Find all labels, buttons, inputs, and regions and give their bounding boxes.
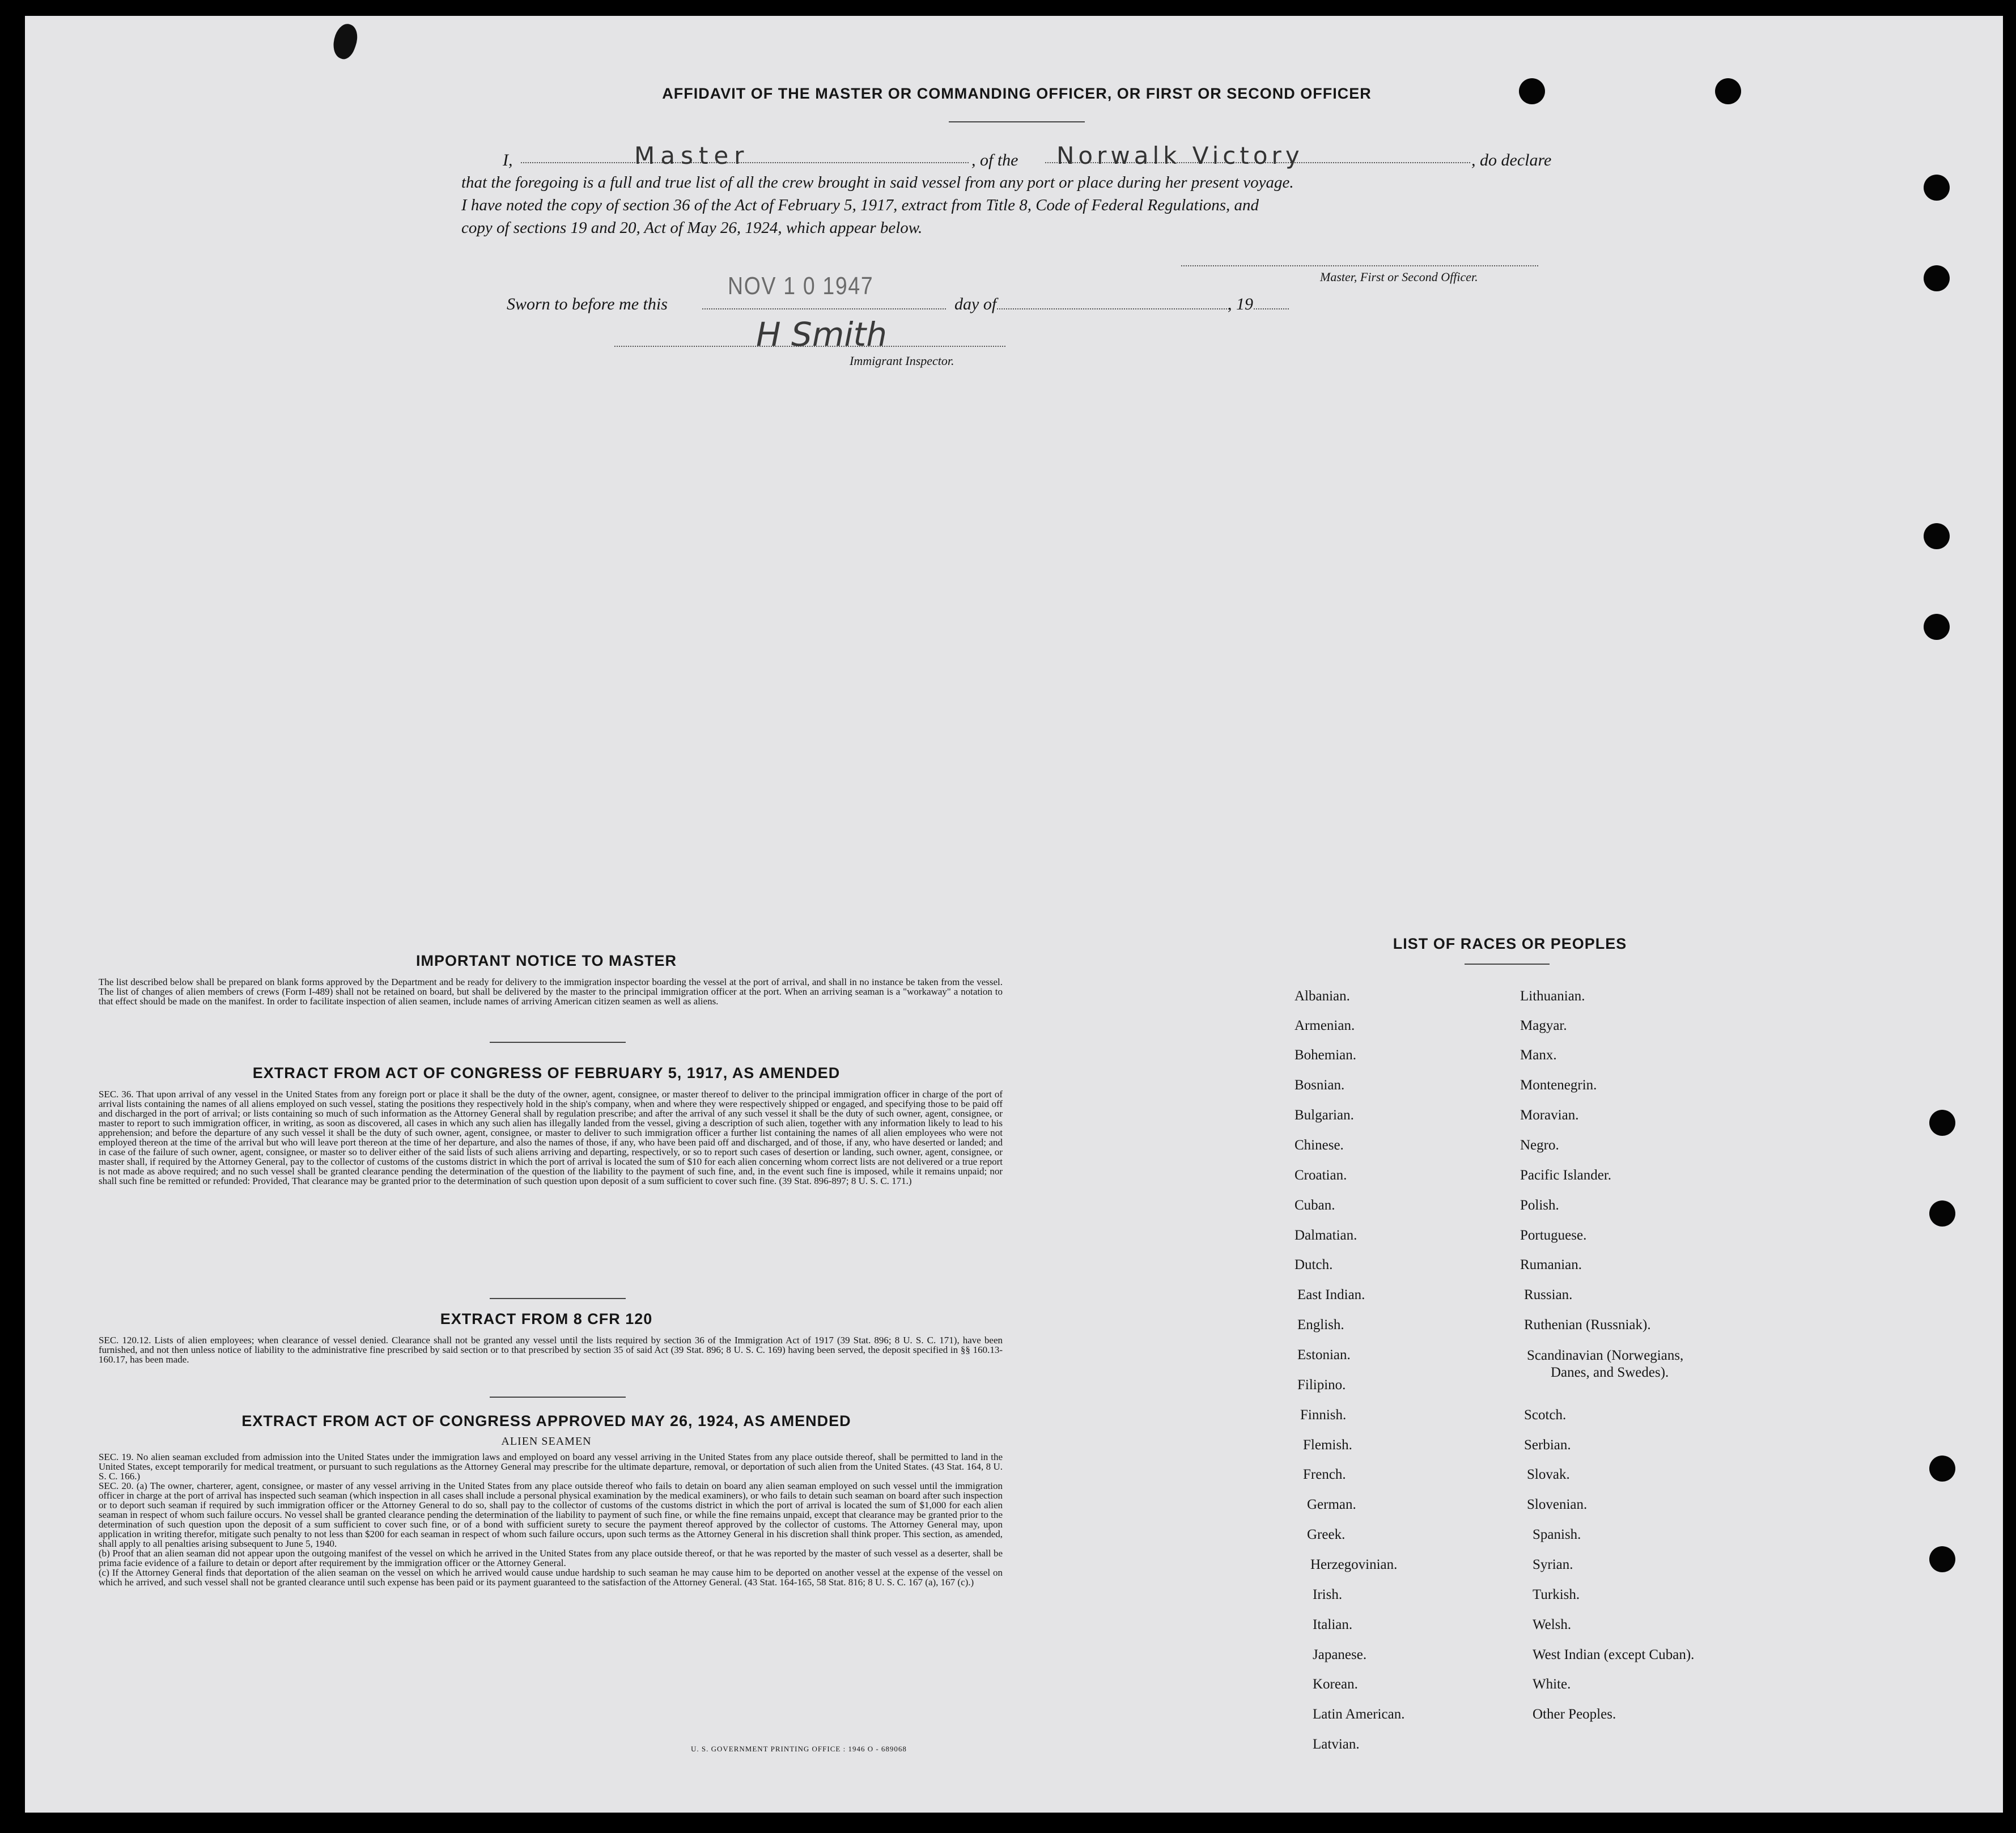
divider xyxy=(490,1298,626,1299)
race-item: Herzegovinian. xyxy=(1310,1557,1398,1572)
race-item: French. xyxy=(1303,1467,1346,1482)
race-item: Portuguese. xyxy=(1520,1228,1587,1243)
section-20b: (b) Proof that an alien seaman did not appear upon the outgoing manifest of the vessel on which he arrived in the United States from any place outside thereof, or that he was reported by the master of such vessel as a deserter, shall be prima facie evidence of a failure to detain or deport after requirement by the immigration officer or the Attorney General. xyxy=(99,1548,1003,1568)
race-item: Syrian. xyxy=(1533,1557,1573,1572)
affidavit-body-line3: copy of sections 19 and 20, Act of May 26, 1924, which appear below. xyxy=(461,219,923,237)
extract-cfr-title: EXTRACT FROM 8 CFR 120 xyxy=(440,1310,653,1327)
year-label: , 19 xyxy=(1228,295,1253,313)
extract-1924-subtitle: ALIEN SEAMEN xyxy=(501,1435,592,1448)
race-item: Montenegrin. xyxy=(1520,1077,1597,1093)
divider xyxy=(490,1397,626,1398)
notice-body: The list described below shall be prepared on blank forms approved by the Department and be ready for delivery to the immigration inspector boarding the vessel at the port of arrival, and shall in no instance be taken from the vessel. The list of changes of alien members of crews (Form I-489) shall not be retained on board, but shall be delivered by the master to the principal immigration officer at the port. When an arriving seaman is a "workaway" a notation to that effect should be made on the manifest. In order to facilitate inspection of alien seamen, include names of arriving American citizen seamen as well as aliens. xyxy=(99,977,1003,1007)
race-item: Croatian. xyxy=(1295,1168,1347,1183)
race-item: Welsh. xyxy=(1533,1617,1572,1632)
race-item: Italian. xyxy=(1313,1617,1353,1632)
month-line xyxy=(997,308,1229,309)
race-item: Albanian. xyxy=(1295,988,1350,1004)
divider xyxy=(949,121,1085,122)
race-item: Russian. xyxy=(1524,1287,1573,1302)
vessel-handwritten[interactable]: Norwalk Victory xyxy=(1056,142,1304,169)
year-line xyxy=(1254,308,1289,309)
race-item: Moravian. xyxy=(1520,1108,1579,1123)
punch-hole xyxy=(1929,1546,1955,1572)
sworn-date-line xyxy=(702,308,946,309)
extract-1917-body: SEC. 36. That upon arrival of any vessel in the United States from any foreign port or place it shall be the duty of the owner, agent, consignee, or master thereof to deliver to the principal immigration officer in charge of the port of arrival lists containing the names of all aliens employed on such vessel, stating the positions they respectively hold in the ship's company, when and where they were respectively shipped or engaged, and specifying those to be paid off and discharged in the port of arrival; or lists containing so much of such information as the Attorney General shall by regulation prescribe; and after the arrival of any such vessel it shall be the duty of such owner, agent, consignee, or master to report to such immigration officer, in writing, as soon as discovered, all cases in which any such alien has illegally landed from the vessel, giving a description of such alien, together with any information likely to lead to his apprehension; and before the departure of any such vessel it shall be the duty of such owner, agent, consignee, or master to deliver to such immigration officer a further list containing the names of all alien employees who were not employed thereon at the time of the arrival but who will leave port thereon at the time of her departure, and also the names of those, if any, who have been paid off and discharged, and of those, if any, who have deserted or landed; and in case of the failure of such owner, agent, consignee, or master so to deliver either of the said lists of such aliens arriving and departing, respectively, or so to report such cases of desertion or landing, such owner, agent, consignee, or master shall, if required by the Attorney General, pay to the collector of customs of the customs district in which the port of arrival is located the sum of $10 for each alien concerning whom correct lists are not delivered or a true report is not made as above required; and no such vessel shall be granted clearance pending the determination of the question of the liability to the payment of such fine, and, in the event such fine is imposed, while it remains unpaid; nor shall such fine be remitted or refunded: Provided, That clearance may be granted prior to the determination of such question upon deposit of a sum sufficient to cover such fine. (39 Stat. 896-897; 8 U. S. C. 171.) xyxy=(99,1089,1003,1186)
race-item: Spanish. xyxy=(1533,1527,1581,1542)
inspector-signature: H Smith xyxy=(756,315,887,354)
race-item: Bulgarian. xyxy=(1295,1108,1354,1123)
officer-caption: Master, First or Second Officer. xyxy=(1320,270,1478,284)
races-title: LIST OF RACES OR PEOPLES xyxy=(1393,935,1627,952)
race-item: Scandinavian (Norwegians, xyxy=(1527,1348,1684,1363)
do-declare-label: , do declare xyxy=(1471,151,1552,169)
divider xyxy=(1465,964,1550,965)
race-item: Chinese. xyxy=(1295,1138,1344,1153)
race-item: Cuban. xyxy=(1295,1198,1335,1213)
race-item: Negro. xyxy=(1520,1138,1559,1153)
race-item: East Indian. xyxy=(1297,1287,1365,1302)
race-item: Manx. xyxy=(1520,1047,1557,1063)
ink-blot xyxy=(329,21,362,62)
i-label: I, xyxy=(503,151,513,169)
race-item: White. xyxy=(1533,1677,1571,1692)
divider xyxy=(490,1042,626,1043)
race-item: English. xyxy=(1297,1317,1344,1333)
race-item: Scotch. xyxy=(1524,1407,1567,1423)
sworn-label: Sworn to before me this xyxy=(507,295,668,313)
date-stamp: NOV 1 0 1947 xyxy=(728,272,874,300)
extract-1917-title: EXTRACT FROM ACT OF CONGRESS OF FEBRUARY 5, 1917, AS AMENDED xyxy=(252,1064,841,1081)
race-item: Ruthenian (Russniak). xyxy=(1524,1317,1651,1333)
officer-signature-line[interactable] xyxy=(1181,265,1538,266)
punch-hole xyxy=(1929,1200,1955,1227)
race-item: Bosnian. xyxy=(1295,1077,1345,1093)
affidavit-title: AFFIDAVIT OF THE MASTER OR COMMANDING OFFICER, OR FIRST OR SECOND OFFICER xyxy=(662,85,1372,102)
race-item: Finnish. xyxy=(1300,1407,1347,1423)
race-item: Estonian. xyxy=(1297,1347,1351,1363)
race-item: Flemish. xyxy=(1303,1437,1352,1453)
section-20a: SEC. 20. (a) The owner, charterer, agent, consignee, or master of any vessel arriving in the United States from any place outside thereof who fails to detain on board any alien seaman employed on such vessel until the immigration officer in charge at the port of arrival has inspected such seaman (which inspection in all cases shall include a personal physical examination by the medical examiners), or who fails to detain such seaman on board after such inspection or to deport such seaman if required by such immigration officer or the Attorney General to do so, shall pay to the collector of customs of the customs district in which the port of arrival is located the sum of $1,000 for each alien seaman in respect of whom such failure occurs. No vessel shall be granted clearance pending the determination of the liability to payment of such fine, or while the fine remains unpaid, except that clearance may be granted prior to the determination of such question upon the deposit of a sum sufficient to cover such fine, or of a bond with sufficient surety to secure the payment thereof approved by the collector of customs. The Attorney General may, upon application in writing therefor, mitigate such penalty to not less than $200 for each seaman in respect of whom such failure occurs, upon such terms as the Attorney General in his discretion shall think proper. This section, as amended, shall apply to all penalties arising subsequent to June 5, 1940. xyxy=(99,1480,1003,1549)
notice-title: IMPORTANT NOTICE TO MASTER xyxy=(416,952,677,969)
punch-hole xyxy=(1929,1110,1955,1136)
race-item: Dalmatian. xyxy=(1295,1228,1357,1243)
section-19: SEC. 19. No alien seaman excluded from admission into the United States under the immigration laws and employed on board any vessel arriving in the United States from any place outside thereof, shall be permitted to land in the United States, except temporarily for medical treatment, or pursuant to such regulations as the Attorney General may prescribe for the ultimate departure, removal, or deportation of such alien from the United States. (43 Stat. 164, 8 U. S. C. 166.) xyxy=(99,1452,1003,1482)
of-the-label: , of the xyxy=(971,151,1018,169)
race-item: Pacific Islander. xyxy=(1520,1168,1612,1183)
race-item: Other Peoples. xyxy=(1533,1707,1616,1722)
affidavit-body-line1: that the foregoing is a full and true list of all the crew brought in said vessel from any port or place during her present voyage. xyxy=(461,173,1294,192)
race-item: Dutch. xyxy=(1295,1257,1333,1272)
race-item: Polish. xyxy=(1520,1198,1559,1213)
punch-hole xyxy=(1924,175,1950,201)
race-item: Danes, and Swedes). xyxy=(1551,1365,1669,1380)
name-handwritten[interactable]: Master xyxy=(634,142,750,169)
race-item: Slovenian. xyxy=(1527,1497,1588,1512)
race-item: Rumanian. xyxy=(1520,1257,1582,1272)
race-item: Slovak. xyxy=(1527,1467,1570,1482)
race-item: West Indian (except Cuban). xyxy=(1533,1647,1695,1662)
punch-hole xyxy=(1924,265,1950,291)
day-of-label: day of xyxy=(954,295,997,313)
race-item: Irish. xyxy=(1313,1587,1343,1602)
race-item: Armenian. xyxy=(1295,1018,1355,1033)
race-item: Serbian. xyxy=(1524,1437,1571,1453)
section-20c: (c) If the Attorney General finds that deportation of the alien seaman on the vessel on which he arrived would cause undue hardship to such seaman he may cause him to be deported on another vessel at the expense of the vessel on which he arrived, and such vessel shall not be granted clearance until such expense has been paid or its payment guaranteed to the satisfaction of the Attorney General. (43 Stat. 164-165, 58 Stat. 816; 8 U. S. C. 167 (a), 167 (c).) xyxy=(99,1567,1003,1588)
race-item: Lithuanian. xyxy=(1520,988,1585,1004)
race-item: Latvian. xyxy=(1313,1737,1360,1752)
race-item: Korean. xyxy=(1313,1677,1358,1692)
punch-hole xyxy=(1715,78,1741,104)
race-item: German. xyxy=(1307,1497,1356,1512)
race-item: Greek. xyxy=(1307,1527,1346,1542)
race-item: Turkish. xyxy=(1533,1587,1580,1602)
race-item: Filipino. xyxy=(1297,1377,1346,1393)
race-item: Latin American. xyxy=(1313,1707,1405,1722)
affidavit-body-line2: I have noted the copy of section 36 of the Act of February 5, 1917, extract from Title 8, Code of Federal Regulations, and xyxy=(461,196,1259,214)
extract-1924-body xyxy=(99,1452,1003,1587)
race-item: Bohemian. xyxy=(1295,1047,1357,1063)
race-item: Magyar. xyxy=(1520,1018,1567,1033)
race-item: Japanese. xyxy=(1313,1647,1367,1662)
printer-imprint: U. S. GOVERNMENT PRINTING OFFICE : 1946 O - 689068 xyxy=(691,1745,907,1753)
extract-cfr-body: SEC. 120.12. Lists of alien employees; when clearance of vessel denied. Clearance shall not be granted any vessel until the lists required by section 36 of the Immigration Act of 1917 (39 Stat. 896; 8 U. S. C. 171), have been furnished, and not then unless notice of liability to the administrative fine prescribed by said section or to that prescribed by section 35 of said Act (39 Stat. 896; 8 U. S. C. 169) having been served, the deposit specified in §§ 160.13-160.17, has been made. xyxy=(99,1335,1003,1365)
punch-hole xyxy=(1924,614,1950,640)
punch-hole xyxy=(1924,523,1950,549)
document-page xyxy=(25,16,2003,1813)
punch-hole xyxy=(1929,1456,1955,1482)
extract-1924-title: EXTRACT FROM ACT OF CONGRESS APPROVED MAY 26, 1924, AS AMENDED xyxy=(241,1412,851,1429)
inspector-caption: Immigrant Inspector. xyxy=(850,354,954,368)
